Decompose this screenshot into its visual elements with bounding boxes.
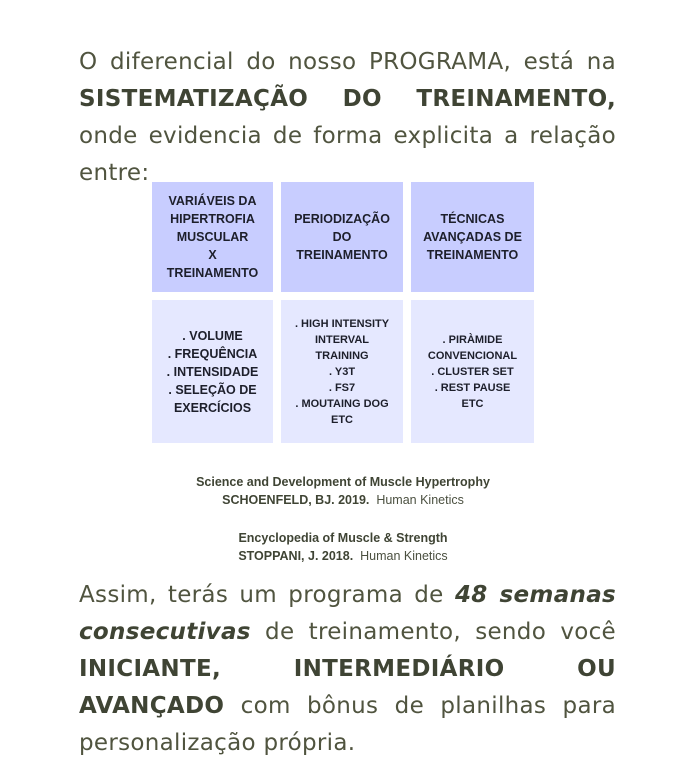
outro-levels-emphasis: INICIANTE, INTERMEDIÁRIO OU AVANÇADO [79, 656, 616, 719]
outro-text-3: com bônus de planilhas para personalização própria. [79, 693, 616, 756]
header-tecnicas-text: TÉCNICAS AVANÇADAS DE TREINAMENTO [423, 212, 522, 262]
intro-paragraph [79, 44, 616, 192]
header-tecnicas [411, 182, 534, 292]
header-periodizacao-text: PERIODIZAÇÃO DO TREINAMENTO [294, 212, 390, 262]
intro-text-2: onde evidencia de forma explicita a relação entre: [79, 123, 616, 186]
cell-tecnicas-text: . PIRÀMIDE CONVENCIONAL . CLUSTER SET . REST PAUSE ETC [427, 333, 518, 410]
cell-periodizacao [281, 300, 403, 443]
reference-2 [79, 529, 607, 565]
intro-emphasis: SISTEMATIZAÇÃO DO TREINAMENTO, [79, 86, 616, 112]
header-variaveis-text: VARIÁVEIS DA HIPERTROFIA MUSCULAR X TREINAMENTO [166, 194, 259, 280]
cell-variaveis [152, 300, 273, 443]
cell-periodizacao-text: . HIGH INTENSITY INTERVAL TRAINING . Y3T . FS7 . MOUTAING DOG ETC [294, 317, 390, 426]
header-periodizacao [281, 182, 403, 292]
cell-variaveis-text: . VOLUME . FREQUÊNCIA . INTENSIDADE . SELEÇÃO DE EXERCÍCIOS [166, 328, 259, 415]
reference-1-publisher: Human Kinetics [376, 493, 464, 507]
outro-text-2: de treinamento, sendo você [250, 619, 616, 645]
outro-weeks-emphasis: 48 semanas consecutivas [79, 582, 617, 645]
reference-1-author: SCHOENFELD, BJ. 2019. [222, 493, 370, 507]
reference-1-title: Science and Development of Muscle Hypertrophy [196, 475, 490, 489]
intro-text-1: O diferencial do nosso PROGRAMA, está na [79, 49, 616, 75]
reference-2-publisher: Human Kinetics [360, 549, 448, 563]
reference-1 [79, 473, 607, 509]
reference-2-title: Encyclopedia of Muscle & Strength [238, 531, 448, 545]
outro-text-1: Assim, terás um programa de [79, 582, 455, 608]
cell-tecnicas [411, 300, 534, 443]
header-variaveis [152, 182, 273, 292]
reference-2-author: STOPPANI, J. 2018. [238, 549, 354, 563]
outro-paragraph [79, 577, 616, 762]
relationship-table [152, 182, 535, 444]
